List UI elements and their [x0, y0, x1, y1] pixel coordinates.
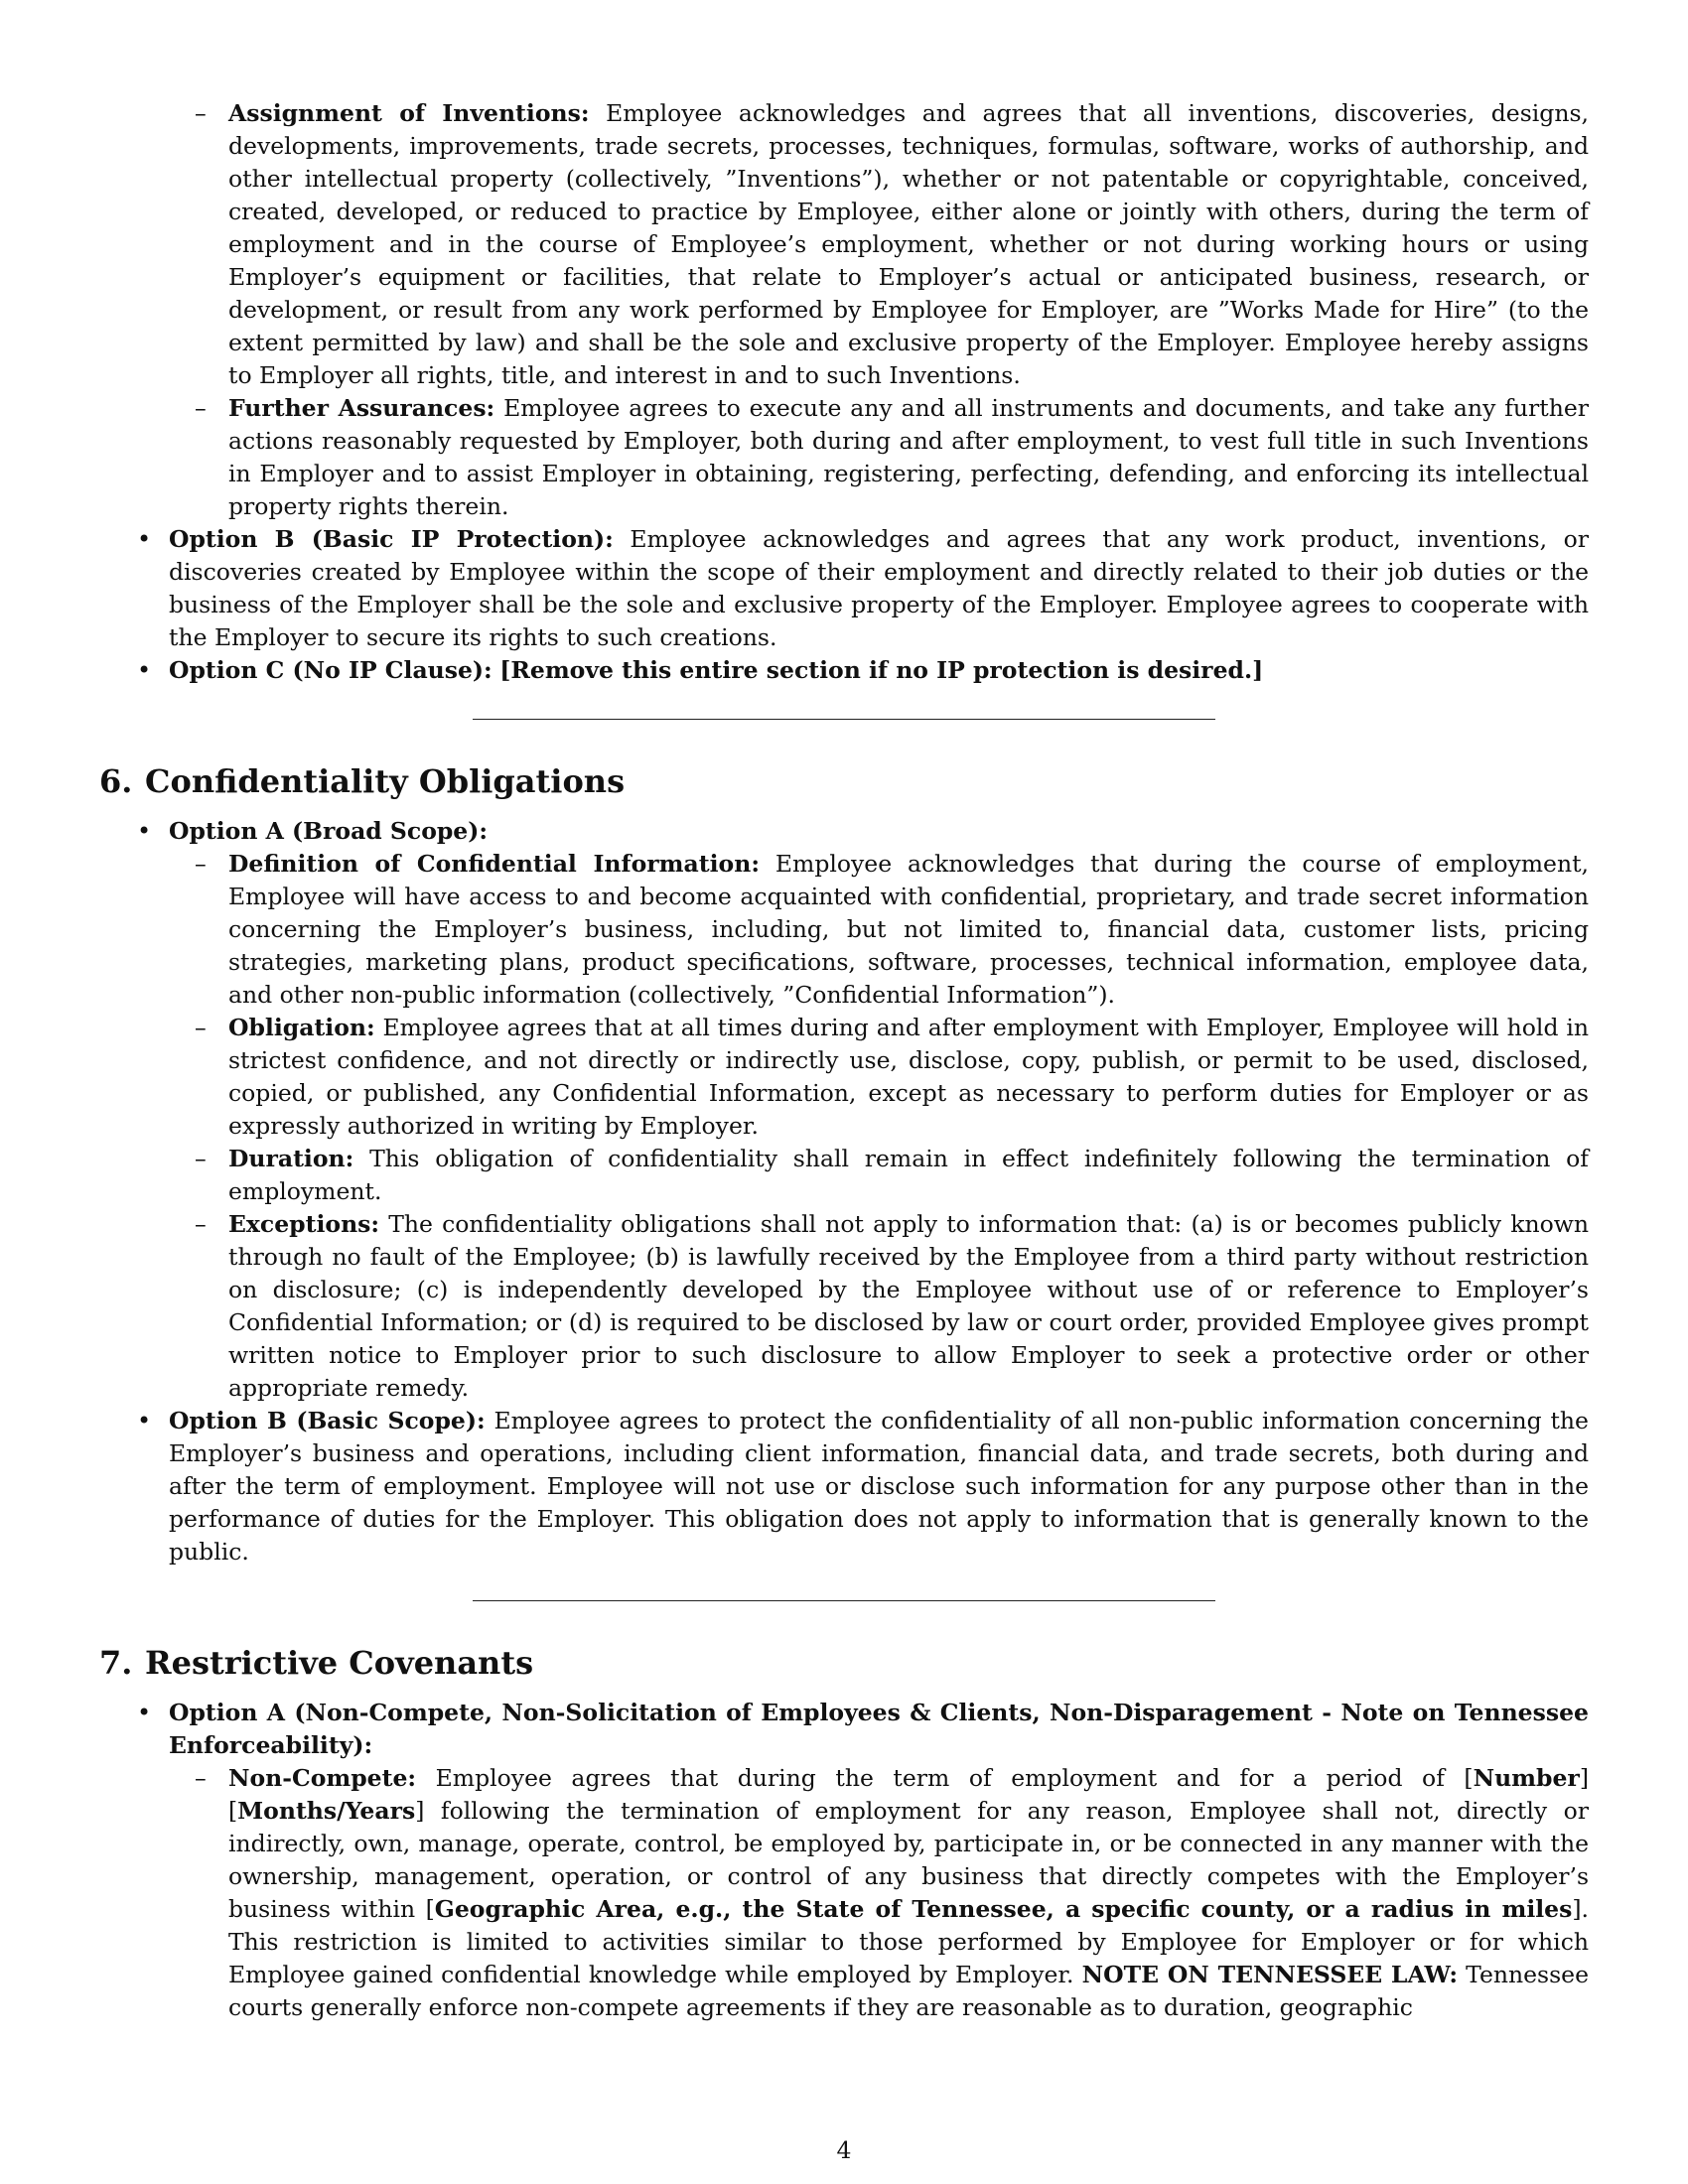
- list-item-non-compete: [169, 1762, 1589, 2024]
- obligation-text: Employee agrees that at all times during and after employment with Employer, Employee will hold in strictest confidence, and not directly or indirectly use, disclose, copy, publish, or permit to be used, disclosed, copied, or published, any Confidential Information, except as necessary to perform duties for Employer or as expressly authorized in writing by Employer.: [228, 1014, 1589, 1140]
- list-item-exceptions: [169, 1208, 1589, 1405]
- placeholder-geographic-area: Geographic Area, e.g., the State of Tennessee, a specific county, or a radius in miles: [434, 1895, 1573, 1923]
- further-assurances-label: Further Assurances:: [228, 394, 495, 422]
- non-compete-text-4: ]. This restriction is limited to activities similar to those performed by Employee for Employer or for which Employee gained confidential knowledge while employed by Employer.: [228, 1895, 1589, 1988]
- placeholder-months-years: Months/Years: [237, 1797, 416, 1825]
- section-divider: [473, 719, 1215, 720]
- further-assurances-text: Employee agrees to execute any and all instruments and documents, and take any further actions reasonably requested by Employer, both during and after employment, to vest full title in such Inventions in Employer and to assist Employer in obtaining, registering, perfecting, defending, and enforcing its intellectual property rights therein.: [228, 394, 1589, 520]
- list-item-conf-option-b: [99, 1405, 1589, 1569]
- list-item-obligation: [169, 1012, 1589, 1143]
- page-content: [99, 97, 1589, 2024]
- section-title: Restrictive Covenants: [145, 1644, 534, 1682]
- ip-option-c-text: [Remove this entire section if no IP protection is desired.]: [499, 656, 1264, 684]
- obligation-label: Obligation:: [228, 1014, 375, 1041]
- conf-option-b-text: Employee agrees to protect the confidentiality of all non-public information concerning the Employer’s business and operations, including client information, financial data, and trade secrets, both during and after the term of employment. Employee will not use or disclose such information for any purpose other than in the performance of duties for the Employer. This obligation does not apply to information that is generally known to the public.: [169, 1407, 1589, 1566]
- ip-option-b-text: Employee acknowledges and agrees that any work product, inventions, or discoveries created by Employee within the scope of their employment and directly related to their job duties or the business of the Employer shall be the sole and exclusive property of the Employer. Employee agrees to cooperate with the Employer to secure its rights to such creations.: [169, 525, 1589, 651]
- exceptions-label: Exceptions:: [228, 1210, 380, 1238]
- list-item-ip-option-b: [99, 523, 1589, 654]
- list-item-definition: [169, 848, 1589, 1012]
- tennessee-note-label: NOTE ON TENNESSEE LAW:: [1081, 1961, 1458, 1988]
- section5-optionA-continued: [169, 97, 1589, 523]
- conf-option-a-label: Option A (Broad Scope):: [169, 817, 489, 845]
- definition-text: Employee acknowledges that during the course of employment, Employee will have access to and become acquainted with confidential, proprietary, and trade secret information concerning the Employer’s business, including, but not limited to, financial data, customer lists, pricing strategies, marketing plans, product specifications, software, processes, technical information, employee data, and other non-public information (collectively, ”Confidential Information”).: [228, 850, 1589, 1009]
- non-compete-text-3: ] following the termination of employment for any reason, Employee shall not, directly or indirectly, own, manage, operate, control, be employed by, participate in, or be connected in any manner with the ownership, management, operation, or control of any business that directly competes with the Employer’s business within [: [228, 1797, 1589, 1923]
- definition-label: Definition of Confidential Information:: [228, 850, 760, 878]
- list-item-assignment-of-inventions: [169, 97, 1589, 392]
- section-heading-confidentiality: [99, 761, 1589, 801]
- ip-option-c-label: Option C (No IP Clause):: [169, 656, 492, 684]
- page-number: 4: [836, 2136, 852, 2164]
- duration-text: This obligation of confidentiality shall remain in effect indefinitely following the termination of employment.: [228, 1145, 1589, 1205]
- section-divider: [473, 1600, 1215, 1601]
- conf-option-b-label: Option B (Basic Scope):: [169, 1407, 486, 1434]
- section-number: 7.: [99, 1644, 133, 1682]
- list-item-duration: [169, 1143, 1589, 1208]
- placeholder-number: Number: [1473, 1764, 1580, 1792]
- list-item-further-assurances: [169, 392, 1589, 523]
- assignment-label: Assignment of Inventions:: [228, 99, 590, 127]
- exceptions-text: The confidentiality obligations shall not apply to information that: (a) is or becomes publicly known through no fault of the Employee; (b) is lawfully received by the Employee from a third party without restriction on disclosure; (c) is independently developed by the Employee without use of or reference to Employer’s Confidential Information; or (d) is required to be disclosed by law or court order, provided Employee gives prompt written notice to Employer prior to such disclosure to allow Employer to seek a protective order or other appropriate remedy.: [228, 1210, 1589, 1402]
- assignment-text: Employee acknowledges and agrees that all inventions, discoveries, designs, developments, improvements, trade secrets, processes, techniques, formulas, software, works of authorship, and other intellectual property (collectively, ”Inventions”), whether or not patentable or copyrightable, conceived, created, developed, or reduced to practice by Employee, either alone or jointly with others, during the term of employment and in the course of Employee’s employment, whether or not during working hours or using Employer’s equipment or facilities, that relate to Employer’s actual or anticipated business, research, or development, or result from any work performed by Employee for Employer, are ”Works Made for Hire” (to the extent permitted by law) and shall be the sole and exclusive property of the Employer. Employee hereby assigns to Employer all rights, title, and interest in and to such Inventions.: [228, 99, 1589, 389]
- section5-options: [99, 523, 1589, 687]
- covenant-option-a-label: Option A (Non-Compete, Non-Solicitation of Employees & Clients, Non-Disparagement - Note on Tennessee Enforceability):: [169, 1699, 1589, 1759]
- duration-label: Duration:: [228, 1145, 354, 1172]
- non-compete-text-1: Employee agrees that during the term of employment and for a period of [: [435, 1764, 1474, 1792]
- non-compete-label: Non-Compete:: [228, 1764, 417, 1792]
- section7-options: [99, 1697, 1589, 2024]
- section-number: 6.: [99, 762, 133, 800]
- list-item-ip-option-c: [99, 654, 1589, 687]
- ip-option-b-label: Option B (Basic IP Protection):: [169, 525, 614, 553]
- list-item-covenant-option-a: [99, 1697, 1589, 2024]
- section-heading-restrictive-covenants: [99, 1643, 1589, 1683]
- non-compete-text-2: ] [: [228, 1764, 1589, 1825]
- section-title: Confidentiality Obligations: [145, 762, 626, 800]
- list-item-conf-option-a: [99, 815, 1589, 1405]
- section6-options: [99, 815, 1589, 1569]
- tennessee-note-text: Tennessee courts generally enforce non-compete agreements if they are reasonable as to duration, geographic: [228, 1961, 1589, 2021]
